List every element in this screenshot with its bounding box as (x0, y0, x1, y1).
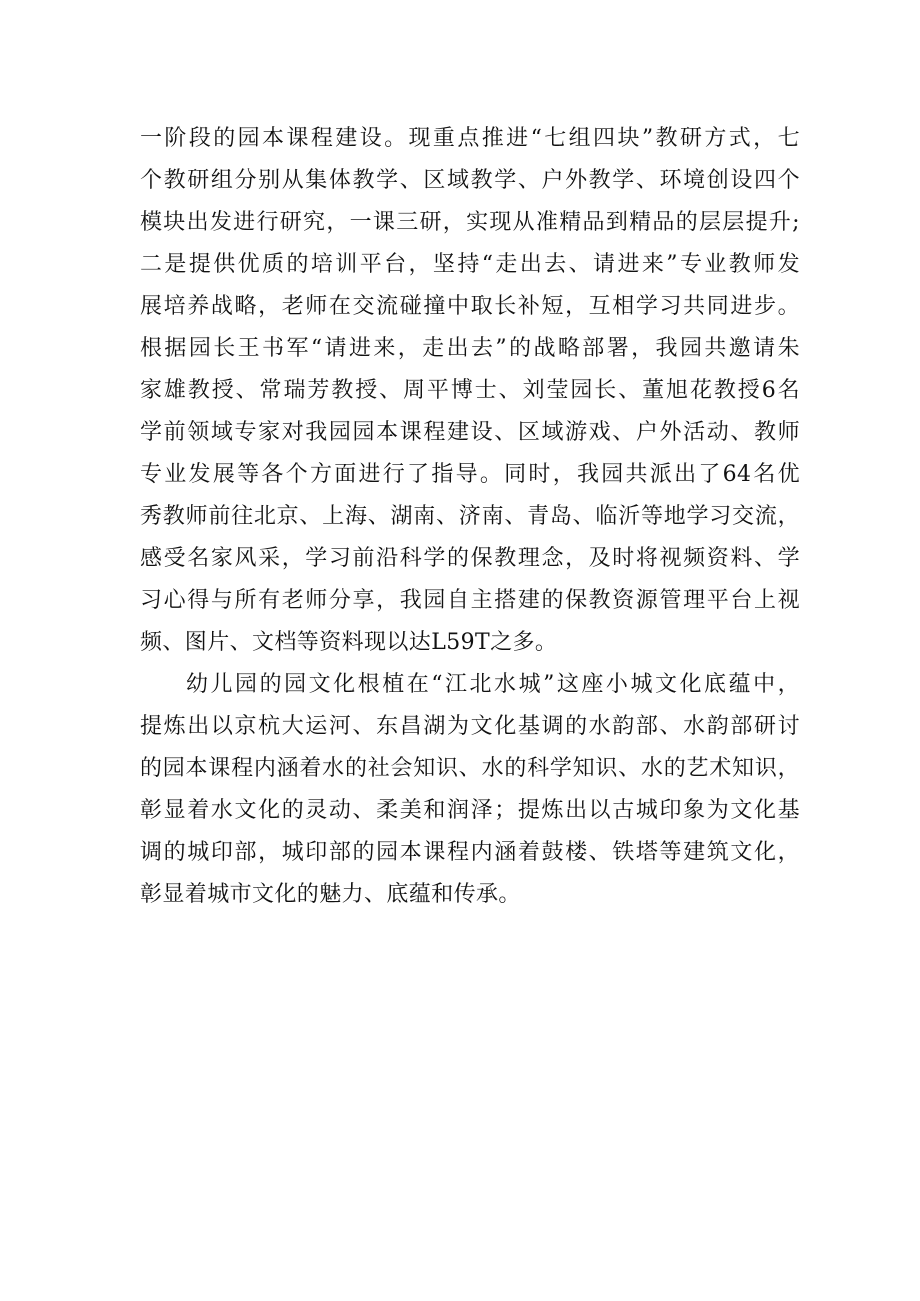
text-line: 调的城印部，城印部的园本课程内涵着鼓楼、铁塔等建筑文化， (140, 840, 800, 865)
text-line: 的园本课程内涵着水的社会知识、水的科学知识、水的艺术知识， (140, 756, 800, 781)
text-line: 家雄教授、常瑞芳教授、周平博士、刘莹园长、董旭花教授6名 (140, 378, 800, 403)
text-line: 二是提供优质的培训平台，坚持“走出去、请进来”专业教师发 (140, 252, 800, 277)
paragraph-2 (140, 664, 800, 916)
text-line: 一阶段的园本课程建设。现重点推进“七组四块”教研方式，七 (140, 126, 800, 151)
text-line: 学前领域专家对我园园本课程建设、区域游戏、户外活动、教师 (140, 420, 800, 445)
text-line: 专业发展等各个方面进行了指导。同时，我园共派出了64名优 (140, 462, 800, 487)
paragraph-1 (140, 118, 800, 664)
text-line: 根据园长王书军“请进来，走出去”的战略部署，我园共邀请朱 (140, 336, 800, 361)
text-line: 彰显着城市文化的魅力、底蕴和传承。 (140, 882, 521, 907)
body-text (140, 118, 800, 916)
text-line: 感受名家风采，学习前沿科学的保教理念，及时将视频资料、学 (140, 546, 800, 571)
text-line: 提炼出以京杭大运河、东昌湖为文化基调的水韵部、水韵部研讨 (140, 714, 800, 739)
text-line: 模块出发进行研究，一课三研，实现从准精品到精品的层层提升; (140, 210, 800, 235)
text-line: 秀教师前往北京、上海、湖南、济南、青岛、临沂等地学习交流， (140, 504, 800, 529)
text-line: 频、图片、文档等资料现以达L59T之多。 (140, 630, 558, 655)
text-line: 彰显着水文化的灵动、柔美和润泽；提炼出以古城印象为文化基 (140, 798, 800, 823)
text-line: 幼儿园的园文化根植在“江北水城”这座小城文化底蕴中， (186, 672, 800, 697)
text-line: 个教研组分别从集体教学、区域教学、户外教学、环境创设四个 (140, 168, 800, 193)
text-line: 习心得与所有老师分享，我园自主搭建的保教资源管理平台上视 (140, 588, 800, 613)
text-line: 展培养战略，老师在交流碰撞中取长补短，互相学习共同进步。 (140, 294, 800, 319)
